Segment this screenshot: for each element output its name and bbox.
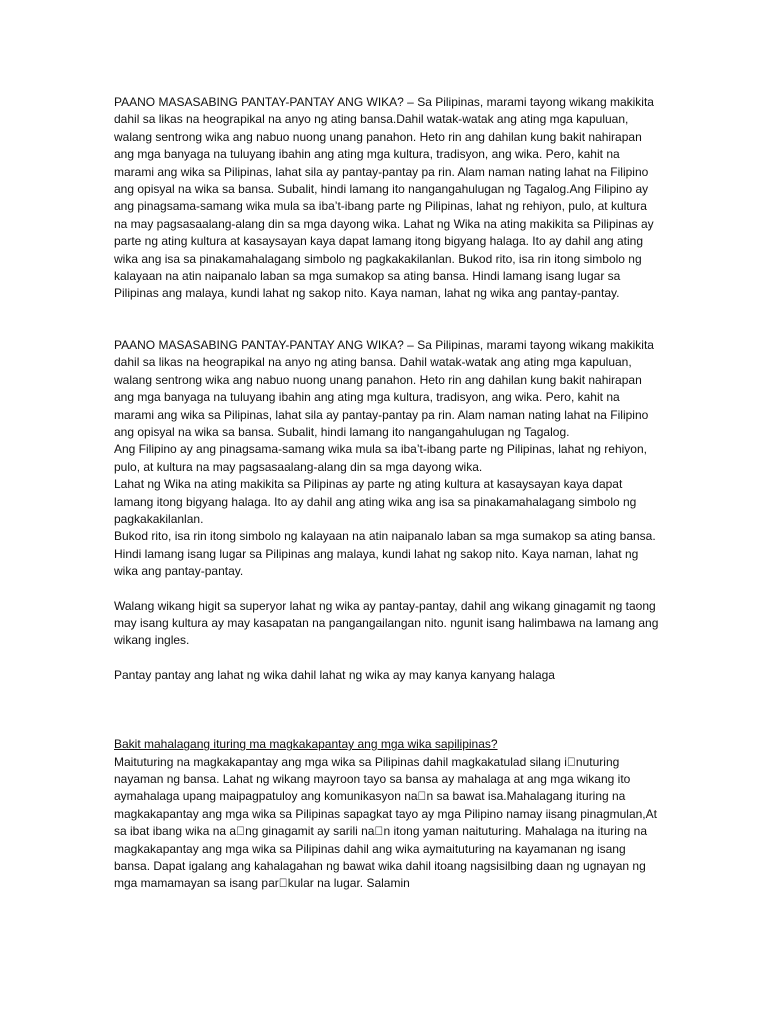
spacer (114, 650, 660, 667)
paragraph-1: PAANO MASASABING PANTAY-PANTAY ANG WIKA? – Sa Pilipinas, marami tayong wikang makikita dahil sa likas na heograpikal na anyo ng ating bansa.Dahil watak-watak ang ating mga kapuluan, walang sentrong wika ang nabuo nuong unang panahon. Heto rin ang dahilan kung bakit nahirapan ang mga banyaga na tuluyang ibahin ang ating mga kultura, tradisyon, ang wika. Pero, kahit na marami ang wika sa Pilipinas, lahat sila ay pantay-pantay pa rin. Alam naman nating lahat na Filipino ang opisyal na wika sa bansa. Subalit, hindi lamang ito nangangahulugan ng Tagalog.Ang Filipino ay ang pinagsama-samang wika mula sa iba’t-ibang parte ng Pilipinas, lahat ng rehiyon, pulo, at kultura na may pagsasaalang-alang din sa mga dayong wika. Lahat ng Wika na ating makikita sa Pilipinas ay parte ng ating kultura at kasaysayan kaya dapat lamang itong bigyang halaga. Ito ay dahil ang ating wika ang isa sa pinakamahalagang simbolo ng pagkakakilanlan. Bukod rito, isa rin itong simbolo ng kalayaan na atin naipanalo laban sa mga sumakop sa ating bansa. Hindi lamang isang lugar sa Pilipinas ang malaya, kundi lahat ng sakop nito. Kaya naman, lahat ng wika ang pantay-pantay. (114, 95, 654, 301)
paragraph-2b: Ang Filipino ay ang pinagsama-samang wika mula sa iba’t-ibang parte ng Pilipinas, lahat ng rehiyon, pulo, at kultura na may pagsasaalang-alang din sa mga dayong wika. (114, 442, 647, 474)
paragraph-4: Pantay pantay ang lahat ng wika dahil lahat ng wika ay may kanya kanyang halaga (114, 667, 555, 682)
paragraph-5: Maituturing na magkakapantay ang mga wika sa Pilipinas dahil magkakatulad silang i􏰀nuturing nayaman ng bansa. Lahat ng wikang mayroon tayo sa bansa ay mahalaga at ang mga wikang ito aymahalaga upang maipagpatuloy ang komunikasyon na􏰀n sa bawat isa.Mahalagang ituring na magkakapantay ang mga wika sa Pilipinas sapagkat tayo ay mga Pilipino namay iisang pinagmulan,At sa ibat ibang wika na a􏰀ng ginagamit ay sarili na􏰀n itong yaman naituturing. Mahalaga na ituring na magkakapantay ang mga wika sa Pilipinas dahil ang wika aymaituturing na kayamanan ng isang bansa. Dapat igalang ang kahalagahan ng bawat wika dahil itoang nagsisilbing daan ng ugnayan ng mga mamamayan sa isang par􏰀kular na lugar. Salamin (114, 754, 657, 891)
document-page (114, 94, 660, 893)
spacer (114, 303, 660, 337)
paragraph-2d: Bukod rito, isa rin itong simbolo ng kalayaan na atin naipanalo laban sa mga sumakop sa ating bansa. Hindi lamang isang lugar sa Pilipinas ang malaya, kundi lahat ng sakop nito. Kaya naman, lahat ng wika ang pantay-pantay. (114, 529, 656, 579)
paragraph-2a: PAANO MASASABING PANTAY-PANTAY ANG WIKA? – Sa Pilipinas, marami tayong wikang makikita dahil sa likas na heograpikal na anyo ng ating bansa. Dahil watak-watak ang ating mga kapuluan, walang sentrong wika ang nabuo nuong unang panahon. Heto rin ang dahilan kung bakit nahirapan ang mga banyaga na tuluyang ibahin ang ating mga kultura, tradisyon, ang wika. Pero, kahit na marami ang wika sa Pilipinas, lahat sila ay pantay-pantay pa rin. Alam naman nating lahat na Filipino ang opisyal na wika sa bansa. Subalit, hindi lamang ito nangangahulugan ng Tagalog. (114, 337, 654, 439)
paragraph-2c: Lahat ng Wika na ating makikita sa Pilipinas ay parte ng ating kultura at kasaysayan kaya dapat lamang itong bigyang halaga. Ito ay dahil ang ating wika ang isa sa pinakamahalagang simbolo ng pagkakakilanlan. (114, 477, 637, 526)
spacer (114, 684, 660, 736)
section-heading: Bakit mahalagang ituring ma magkakapantay ang mga wika sapilipinas? (114, 737, 498, 752)
paragraph-3: Walang wikang higit sa superyor lahat ng wika ay pantay-pantay, dahil ang wikang ginagamit ng taong may isang kultura ay may kasapatan na pangangailangan nito. ngunit isang halimbawa na lamang ang wikang ingles. (114, 598, 659, 648)
spacer (114, 581, 660, 598)
